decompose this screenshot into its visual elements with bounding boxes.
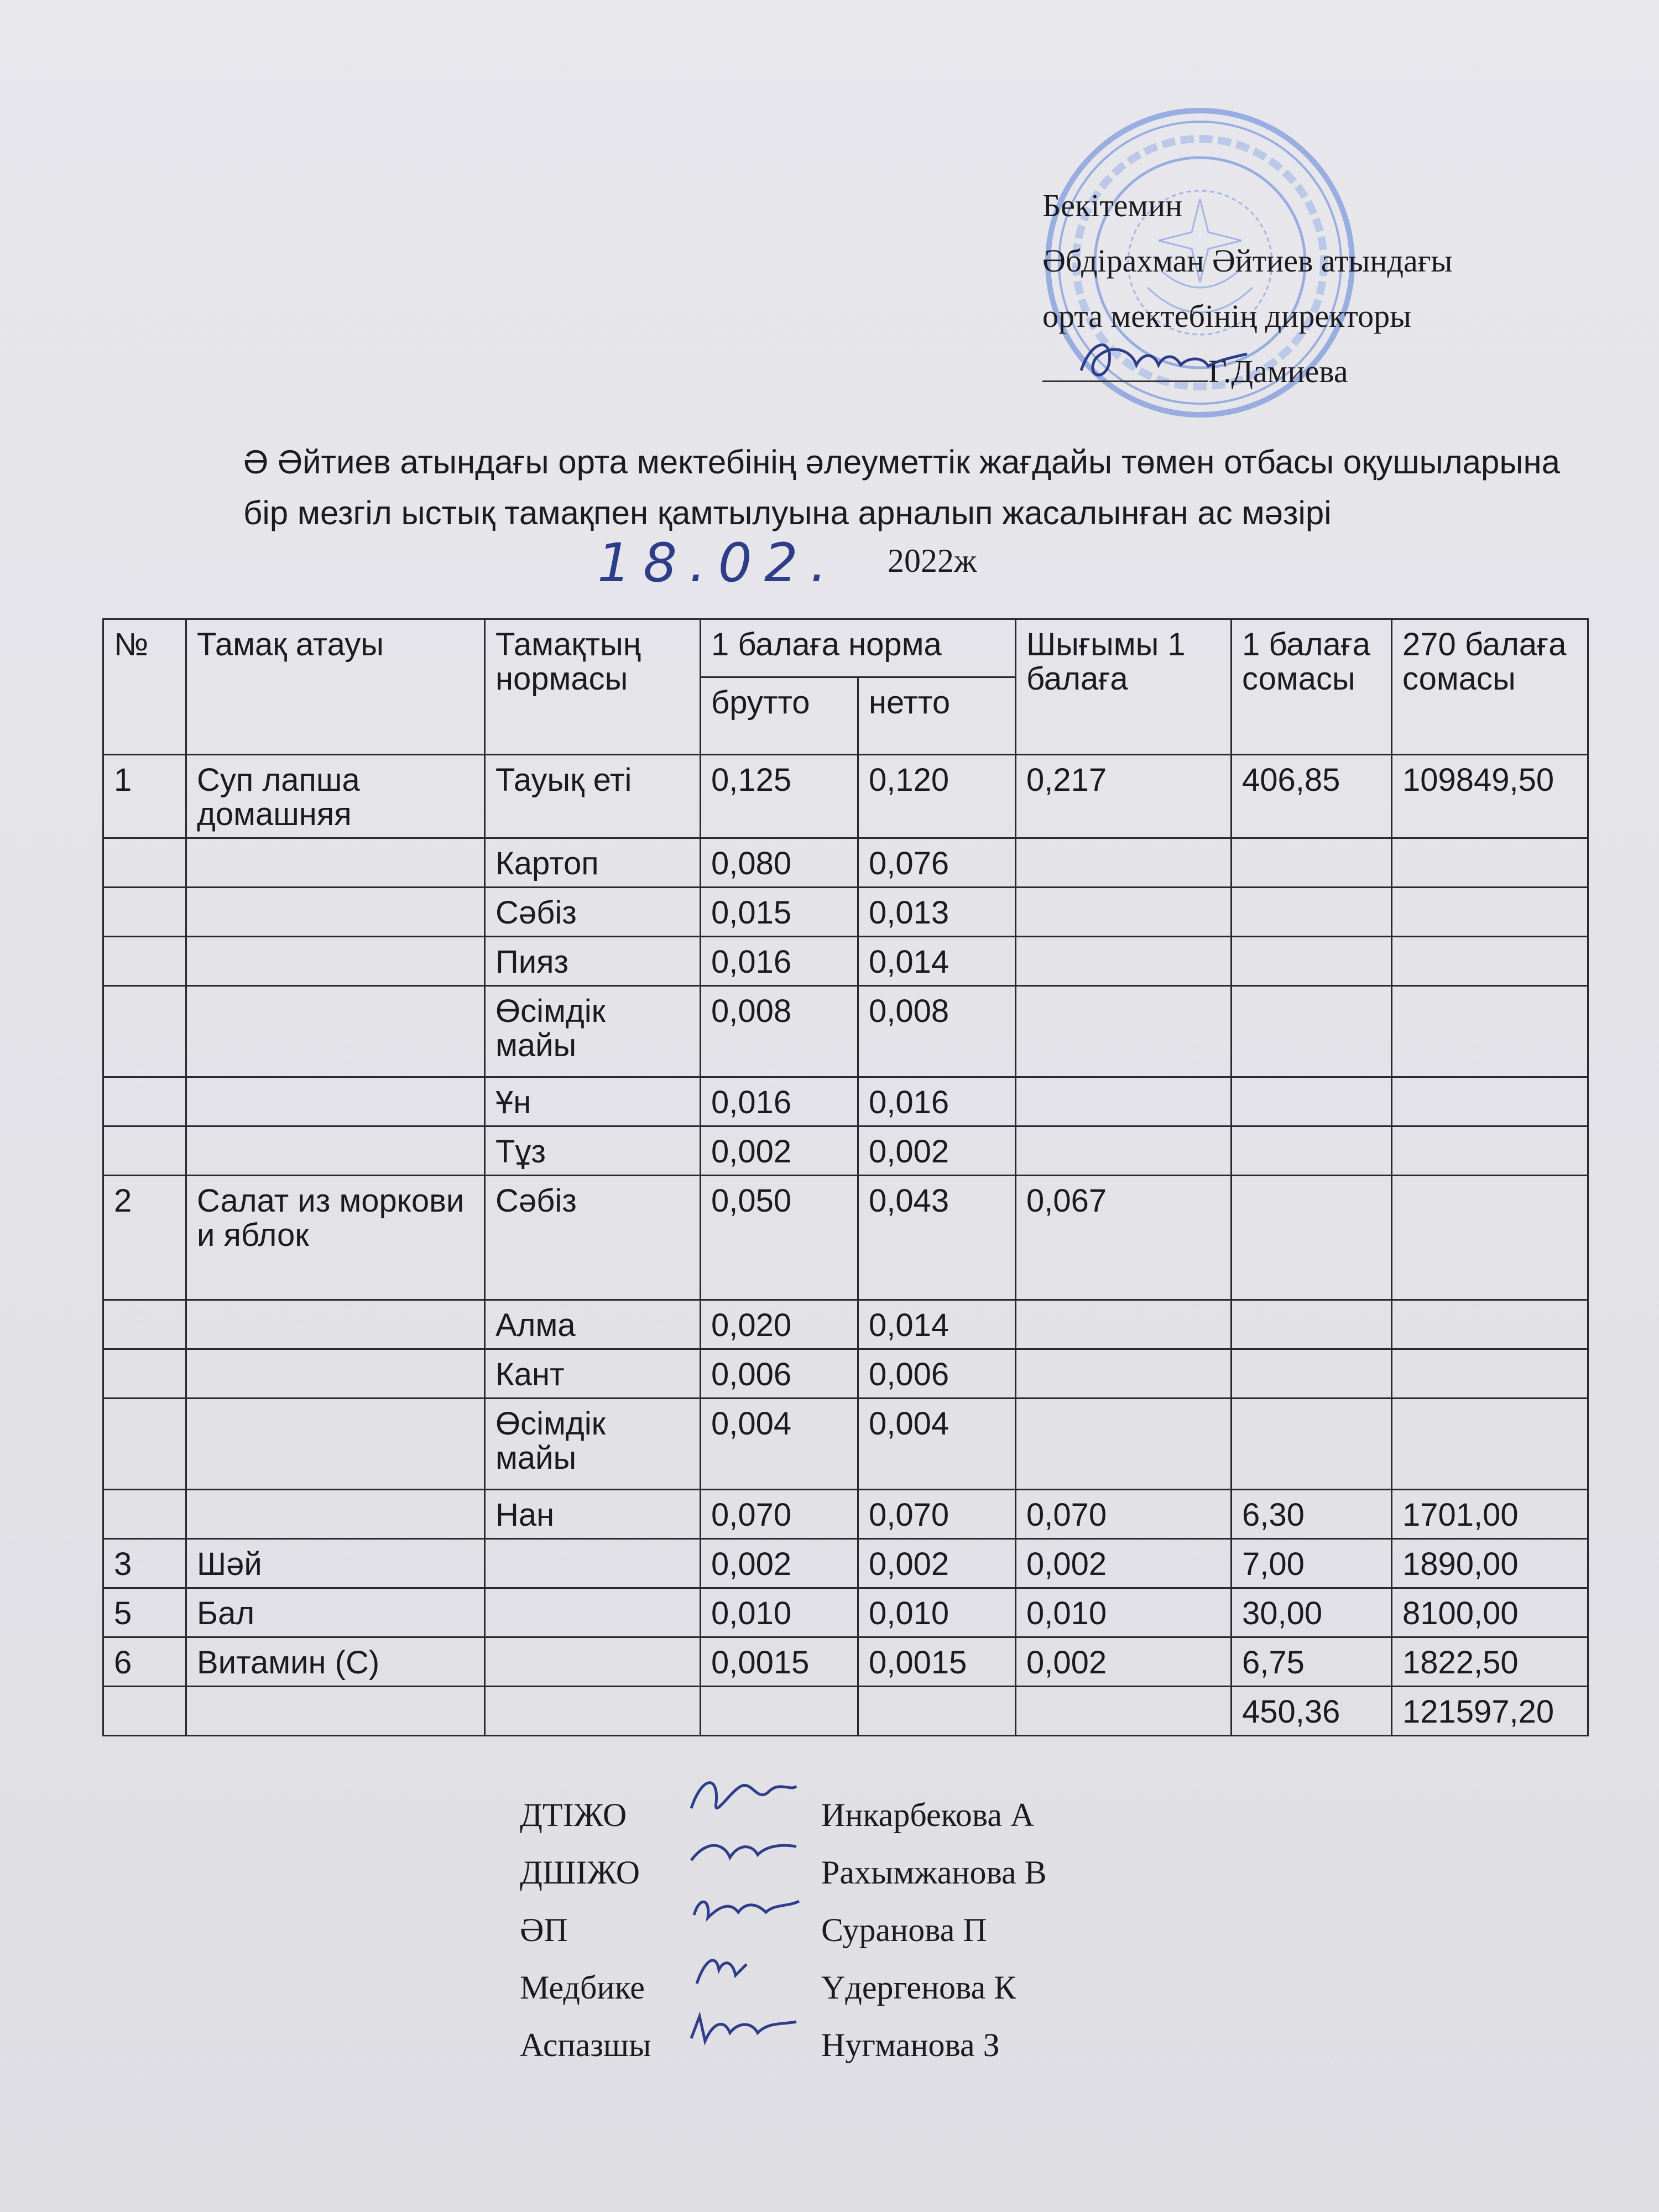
cell-dish-name: Шәй [186,1539,485,1588]
cell-netto [858,1687,1016,1736]
cell-sum-270-children: 1890,00 [1392,1539,1588,1588]
cell-dish-name [186,1399,485,1490]
cell-netto: 0,014 [858,937,1016,986]
cell-ingredient: Тұз [485,1126,701,1176]
cell-netto: 0,010 [858,1588,1016,1637]
cell-brutto: 0,010 [701,1588,858,1637]
table-row [103,1490,1588,1539]
cell-netto: 0,004 [858,1399,1016,1490]
cell-brutto: 0,008 [701,986,858,1077]
cell-yield [1016,1077,1232,1126]
cell-yield [1016,1126,1232,1176]
cell-ingredient: Өсімдік майы [485,986,701,1077]
handwritten-date: 18.02. [597,532,839,594]
table-row [103,937,1588,986]
cell-ingredient: Сәбіз [485,1176,701,1300]
cell-ingredient: Ұн [485,1077,701,1126]
cell-dish-name [186,888,485,937]
cell-dish-name [186,1126,485,1176]
cell-sum-one-child: 6,30 [1232,1490,1392,1539]
cell-yield [1016,1687,1232,1736]
cell-brutto: 0,004 [701,1399,858,1490]
cell-dish-name [186,986,485,1077]
cell-sum-one-child: 30,00 [1232,1588,1392,1637]
table-row [103,1176,1588,1300]
cell-brutto: 0,002 [701,1126,858,1176]
table-row [103,755,1588,838]
cell-dish-name: Суп лапша домашняя [186,755,485,838]
cell-ingredient: Картоп [485,838,701,888]
cell-brutto: 0,125 [701,755,858,838]
cell-yield [1016,838,1232,888]
table-row [103,1349,1588,1399]
cell-number [103,1300,186,1349]
cell-sum-one-child [1232,1176,1392,1300]
cell-number: 2 [103,1176,186,1300]
cell-dish-name [186,1687,485,1736]
cell-netto: 0,006 [858,1349,1016,1399]
cell-number [103,1490,186,1539]
cell-dish-name: Салат из моркови и яблок [186,1176,485,1300]
signatory-name: Рахымжанова В [821,1854,1047,1891]
cell-brutto: 0,0015 [701,1637,858,1687]
cell-brutto: 0,070 [701,1490,858,1539]
table-row [103,888,1588,937]
cell-number: 3 [103,1539,186,1588]
cell-number [103,1399,186,1490]
cell-sum-270-children [1392,1176,1588,1300]
header-sum-270-children: 270 балаға сомасы [1392,619,1588,755]
cell-brutto: 0,080 [701,838,858,888]
cell-yield [1016,1399,1232,1490]
cell-netto: 0,014 [858,1300,1016,1349]
cell-brutto: 0,002 [701,1539,858,1588]
cell-sum-270-children [1392,1126,1588,1176]
approval-school-line: Әбдірахман Әйтиев атындағы [1042,243,1453,279]
cell-brutto: 0,050 [701,1176,858,1300]
cell-netto: 0,070 [858,1490,1016,1539]
header-number: № [103,619,186,755]
handwritten-signature [686,1770,813,1830]
signatory-name: Суранова П [821,1912,987,1948]
cell-brutto: 0,006 [701,1349,858,1399]
cell-sum-one-child [1232,1349,1392,1399]
table-row [103,838,1588,888]
table-row [103,1687,1588,1736]
header-sum-one-child: 1 балаға сомасы [1232,619,1392,755]
header-food-norm: Тамақтың нормасы [485,619,701,755]
cell-sum-one-child: 406,85 [1232,755,1392,838]
cell-sum-one-child [1232,1077,1392,1126]
signatory-role: ДШІЖО [520,1854,640,1891]
cell-ingredient [485,1637,701,1687]
signatory-role: Медбике [520,1969,645,2006]
cell-yield: 0,010 [1016,1588,1232,1637]
signatory-name: Үдергенова К [821,1969,1016,2006]
cell-brutto [701,1687,858,1736]
cell-ingredient [485,1687,701,1736]
menu-table [102,618,1589,1736]
header-yield: Шығымы 1 балаға [1016,619,1232,755]
cell-ingredient [485,1539,701,1588]
cell-number: 1 [103,755,186,838]
document-year: 2022ж [888,542,977,579]
cell-number [103,888,186,937]
cell-sum-one-child: 7,00 [1232,1539,1392,1588]
cell-dish-name [186,937,485,986]
cell-ingredient: Алма [485,1300,701,1349]
handwritten-signature [686,1942,813,2003]
director-name: Г.Дамиева [1208,353,1348,389]
table-row [103,1300,1588,1349]
cell-sum-270-children [1392,1399,1588,1490]
cell-yield: 0,002 [1016,1637,1232,1687]
cell-yield [1016,1349,1232,1399]
cell-number [103,1349,186,1399]
header-dish-name: Тамақ атауы [186,619,485,755]
cell-dish-name [186,1349,485,1399]
cell-number [103,838,186,888]
cell-netto: 0,120 [858,755,1016,838]
cell-brutto: 0,015 [701,888,858,937]
cell-ingredient: Пияз [485,937,701,986]
cell-brutto: 0,016 [701,1077,858,1126]
cell-ingredient: Сәбіз [485,888,701,937]
cell-sum-one-child [1232,1300,1392,1349]
cell-netto: 0,013 [858,888,1016,937]
cell-netto: 0,002 [858,1539,1016,1588]
cell-sum-270-children [1392,1300,1588,1349]
handwritten-signature [686,1827,813,1888]
cell-yield: 0,067 [1016,1176,1232,1300]
cell-sum-one-child: 6,75 [1232,1637,1392,1687]
cell-number [103,986,186,1077]
cell-yield [1016,986,1232,1077]
cell-yield [1016,888,1232,937]
cell-yield: 0,002 [1016,1539,1232,1588]
cell-sum-one-child [1232,1126,1392,1176]
menu-table-header [103,619,1588,755]
cell-sum-270-children [1392,1077,1588,1126]
cell-brutto: 0,020 [701,1300,858,1349]
cell-number: 6 [103,1637,186,1687]
header-brutto: брутто [701,677,858,755]
cell-netto: 0,008 [858,986,1016,1077]
cell-dish-name: Витамин (С) [186,1637,485,1687]
cell-dish-name [186,1300,485,1349]
signatory-role: Аспазшы [520,2027,651,2063]
table-row [103,1539,1588,1588]
cell-yield: 0,217 [1016,755,1232,838]
table-row [103,1077,1588,1126]
cell-sum-one-child [1232,888,1392,937]
cell-netto: 0,016 [858,1077,1016,1126]
cell-sum-270-children [1392,888,1588,937]
cell-ingredient: Нан [485,1490,701,1539]
document-title: Ә Әйтиев атындағы орта мектебінің әлеуметтік жағдайы төмен отбасы оқушыларына бір мезгіл ыстық тамақпен қамтылуына арналып жасалынған ас мәзірі [243,444,1561,531]
approval-heading: Бекітемин [1042,187,1183,223]
cell-yield [1016,1300,1232,1349]
signatory-role: ДТІЖО [520,1797,627,1833]
menu-table-body [103,755,1588,1736]
cell-yield: 0,070 [1016,1490,1232,1539]
cell-sum-270-children [1392,838,1588,888]
table-row [103,1588,1588,1637]
cell-number [103,1687,186,1736]
cell-dish-name: Бал [186,1588,485,1637]
cell-netto: 0,0015 [858,1637,1016,1687]
cell-brutto: 0,016 [701,937,858,986]
cell-number [103,937,186,986]
cell-netto: 0,002 [858,1126,1016,1176]
cell-sum-one-child: 450,36 [1232,1687,1392,1736]
cell-ingredient: Өсімдік майы [485,1399,701,1490]
handwritten-signature [686,2000,813,2060]
cell-sum-270-children [1392,986,1588,1077]
cell-yield [1016,937,1232,986]
cell-number: 5 [103,1588,186,1637]
signatory-name: Инкарбекова А [821,1797,1035,1833]
table-row [103,1637,1588,1687]
handwritten-signature [686,1885,813,1945]
cell-sum-270-children [1392,1349,1588,1399]
cell-sum-one-child [1232,838,1392,888]
cell-ingredient: Кант [485,1349,701,1399]
cell-netto: 0,043 [858,1176,1016,1300]
signatory-name: Нугманова З [821,2027,1000,2063]
cell-dish-name [186,1490,485,1539]
cell-number [103,1126,186,1176]
cell-sum-270-children [1392,937,1588,986]
cell-ingredient [485,1588,701,1637]
header-per-child-norm: 1 балаға норма [701,619,1016,677]
cell-netto: 0,076 [858,838,1016,888]
cell-number [103,1077,186,1126]
cell-ingredient: Тауық еті [485,755,701,838]
director-signature [1070,326,1253,387]
table-row [103,1399,1588,1490]
cell-sum-270-children: 109849,50 [1392,755,1588,838]
cell-sum-270-children: 1701,00 [1392,1490,1588,1539]
table-row [103,1126,1588,1176]
cell-dish-name [186,1077,485,1126]
approval-position-line: орта мектебінің директоры [1042,298,1412,334]
cell-sum-one-child [1232,986,1392,1077]
cell-sum-270-children: 121597,20 [1392,1687,1588,1736]
cell-dish-name [186,838,485,888]
cell-sum-one-child [1232,937,1392,986]
cell-sum-270-children: 1822,50 [1392,1637,1588,1687]
table-row [103,986,1588,1077]
header-netto: нетто [858,677,1016,755]
cell-sum-one-child [1232,1399,1392,1490]
cell-sum-270-children: 8100,00 [1392,1588,1588,1637]
signatory-role: ӘП [520,1912,568,1948]
